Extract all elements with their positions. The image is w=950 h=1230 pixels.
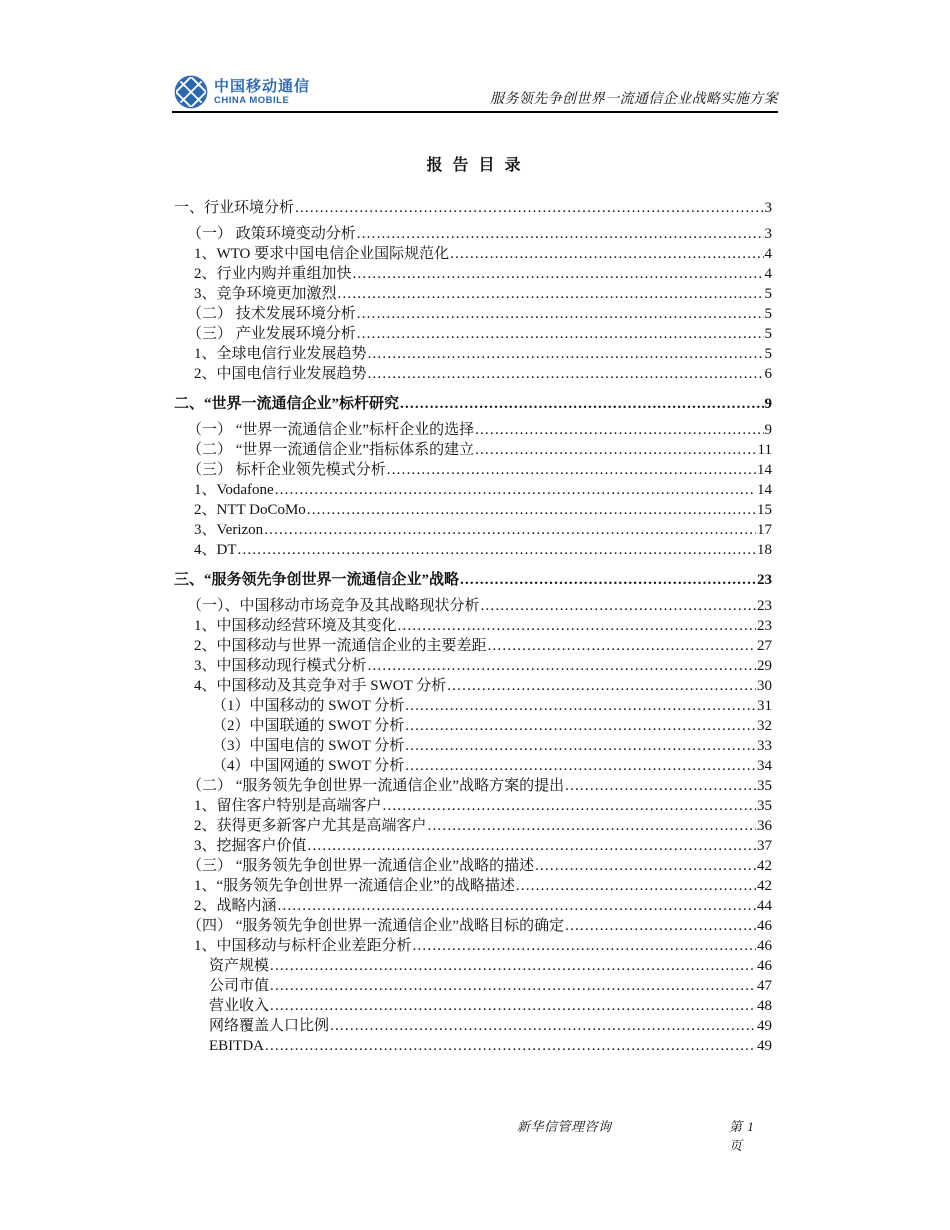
toc-entry[interactable] [174, 500, 772, 520]
toc-page-number: 15 [757, 502, 772, 518]
toc-entry[interactable] [174, 796, 772, 816]
toc-entry[interactable] [174, 676, 772, 696]
toc-dot-leader [516, 876, 756, 896]
toc-dot-leader [398, 616, 756, 636]
toc-page-number: 30 [757, 678, 772, 694]
logo-text [214, 79, 310, 106]
toc-page-number: 9 [764, 396, 772, 412]
toc-entry-text: （二） 技术发展环境分析 [187, 306, 356, 322]
toc-entry[interactable] [174, 344, 772, 364]
toc-dot-leader [264, 520, 756, 540]
toc-dot-leader [383, 796, 756, 816]
toc-entry[interactable] [174, 836, 772, 856]
toc-page-number: 46 [757, 938, 772, 954]
china-mobile-logo [174, 75, 310, 109]
toc-entry[interactable] [174, 916, 772, 936]
toc-entry[interactable] [174, 364, 772, 384]
toc-entry[interactable] [174, 696, 772, 716]
toc-entry-text: 2、行业内购并重组加快 [194, 266, 352, 282]
toc-title: 报 告 目 录 [426, 157, 524, 174]
toc-entry[interactable] [174, 284, 772, 304]
toc-dot-leader [368, 364, 764, 384]
toc-page-number: 5 [764, 286, 772, 302]
toc-entry-text: 4、DT [194, 542, 237, 558]
toc-dot-leader [368, 344, 764, 364]
toc-dot-leader [405, 756, 756, 776]
toc-entry-text: （一） 政策环境变动分析 [187, 226, 356, 242]
logo-name-en: CHINA MOBILE [214, 94, 290, 106]
toc-page-number: 49 [757, 1018, 772, 1034]
toc-page-number: 6 [764, 366, 772, 382]
toc-page-number: 9 [764, 422, 772, 438]
header-doc-title: 服务领先争创世界一流通信企业战略实施方案 [490, 92, 778, 107]
toc-dot-leader [357, 224, 764, 244]
footer-page-number: 第 1 页 [729, 1119, 755, 1153]
toc-entry-text: 1、留住客户特别是高端客户 [194, 798, 382, 814]
toc-page-number: 32 [757, 718, 772, 734]
toc-entry-text: 1、“服务领先争创世界一流通信企业”的战略描述 [194, 878, 515, 894]
toc-entry[interactable] [174, 656, 772, 676]
toc-entry-text: 3、竞争环境更加激烈 [194, 286, 337, 302]
toc-entry-text: 三、“服务领先争创世界一流通信企业”战略 [174, 572, 460, 588]
toc-dot-leader [368, 656, 756, 676]
toc-page-number: 3 [764, 226, 772, 242]
toc-entry-text: 3、中国移动现行模式分析 [194, 658, 367, 674]
toc-page-number: 48 [757, 998, 772, 1014]
toc-page-number: 14 [757, 462, 772, 478]
toc-entry[interactable] [174, 856, 772, 876]
toc-entry[interactable] [174, 440, 772, 460]
page-header [172, 74, 778, 111]
toc-entry-text: 1、Vodafone [194, 482, 274, 498]
toc-dot-leader [488, 636, 756, 656]
toc-entry-text: （三） 标杆企业领先模式分析 [187, 462, 386, 478]
toc-dot-leader [357, 304, 764, 324]
toc-entry-text: （4）中国网通的 SWOT 分析 [212, 758, 405, 774]
toc-page-number: 36 [757, 818, 772, 834]
toc-entry[interactable] [174, 198, 772, 218]
toc-dot-leader [413, 936, 756, 956]
toc-page-number: 5 [764, 306, 772, 322]
toc-page-number: 23 [757, 618, 772, 634]
toc-page-number: 11 [757, 442, 772, 458]
toc-entry-text: （一） “世界一流通信企业”标杆企业的选择 [187, 422, 475, 438]
toc-dot-leader [400, 394, 763, 414]
toc-page-number: 4 [764, 246, 772, 262]
toc-dot-leader [338, 284, 764, 304]
toc-dot-leader [405, 736, 756, 756]
toc-entry-text: （1）中国移动的 SWOT 分析 [212, 698, 405, 714]
toc-page-number: 35 [757, 778, 772, 794]
toc-entry[interactable] [174, 756, 772, 776]
toc-page-number: 23 [757, 572, 772, 588]
toc-entry-text: 1、WTO 要求中国电信企业国际规范化 [194, 246, 450, 262]
toc-dot-leader [447, 676, 756, 696]
toc-page-number: 42 [757, 858, 772, 874]
toc-page-number: 42 [757, 878, 772, 894]
toc-dot-leader [565, 776, 756, 796]
toc-dot-leader [535, 856, 756, 876]
toc-entry[interactable] [174, 736, 772, 756]
toc-page-number: 29 [757, 658, 772, 674]
toc-entry-text: 网络覆盖人口比例 [209, 1018, 330, 1034]
toc-dot-leader [307, 500, 756, 520]
toc-entry-text: 资产规模 [209, 958, 270, 974]
toc-entry[interactable] [174, 976, 772, 996]
toc-entry-text: 1、中国移动经营环境及其变化 [194, 618, 397, 634]
toc-entry-text: （三） “服务领先争创世界一流通信企业”战略的描述 [187, 858, 535, 874]
toc-dot-leader [238, 540, 757, 560]
toc-dot-leader [405, 696, 756, 716]
toc-dot-leader [450, 244, 763, 264]
toc-page-number: 49 [757, 1038, 772, 1054]
toc-entry-text: 2、获得更多新客户尤其是高端客户 [194, 818, 427, 834]
toc-entry-text: 二、“世界一流通信企业”标杆研究 [174, 396, 400, 412]
china-mobile-logo-icon [174, 75, 208, 109]
toc-entry[interactable] [174, 816, 772, 836]
toc-entry-text: 公司市值 [209, 978, 270, 994]
toc-entry[interactable] [174, 596, 772, 616]
toc-entry-text: （三） 产业发展环境分析 [187, 326, 356, 342]
toc-entry[interactable] [174, 244, 772, 264]
toc-entry[interactable] [174, 394, 772, 414]
toc-entry[interactable] [174, 264, 772, 284]
toc-dot-leader [460, 570, 756, 590]
toc-dot-leader [330, 1016, 756, 1036]
toc-entry-text: （二） “服务领先争创世界一流通信企业”战略方案的提出 [187, 778, 565, 794]
toc-dot-leader [428, 816, 756, 836]
toc-entry[interactable] [174, 956, 772, 976]
toc-entry-text: （2）中国联通的 SWOT 分析 [212, 718, 405, 734]
toc-dot-leader [275, 480, 756, 500]
toc-entry[interactable] [174, 936, 772, 956]
toc-entry[interactable] [174, 996, 772, 1016]
toc-entry-text: 2、NTT DoCoMo [194, 502, 306, 518]
toc-page-number: 46 [757, 958, 772, 974]
toc-dot-leader [270, 996, 756, 1016]
logo-name-zh: 中国移动通信 [214, 77, 311, 95]
toc-page-number: 31 [757, 698, 772, 714]
toc-entry-text: 3、挖掘客户价值 [194, 838, 307, 854]
toc-entry-text: 1、全球电信行业发展趋势 [194, 346, 367, 362]
toc-dot-leader [295, 198, 763, 218]
toc-page-number: 35 [757, 798, 772, 814]
toc-dot-leader [565, 916, 756, 936]
toc-entry[interactable] [174, 1016, 772, 1036]
toc-page-number: 3 [764, 200, 772, 216]
toc-dot-leader [475, 420, 763, 440]
toc-dot-leader [357, 324, 764, 344]
page-footer [174, 1116, 772, 1153]
toc-dot-leader [353, 264, 764, 284]
toc-page-number: 44 [757, 898, 772, 914]
toc-page-number: 23 [757, 598, 772, 614]
toc-entry-text: 1、中国移动与标杆企业差距分析 [194, 938, 412, 954]
toc-entry[interactable] [174, 460, 772, 480]
toc-dot-leader [308, 836, 756, 856]
toc-entry[interactable] [174, 324, 772, 344]
toc-page-number: 33 [757, 738, 772, 754]
toc-entry-text: 3、Verizon [194, 522, 264, 538]
toc-page-number: 27 [757, 638, 772, 654]
toc-entry-text: 2、战略内涵 [194, 898, 277, 914]
toc-entry[interactable] [174, 876, 772, 896]
toc-page-number: 17 [757, 522, 772, 538]
toc-page-number: 5 [764, 326, 772, 342]
toc-dot-leader [270, 956, 756, 976]
toc-entry-text: 2、中国移动与世界一流通信企业的主要差距 [194, 638, 487, 654]
toc-page-number: 18 [757, 542, 772, 558]
toc-page-number: 14 [757, 482, 772, 498]
toc-entry[interactable] [174, 570, 772, 590]
toc-dot-leader [387, 460, 756, 480]
toc-dot-leader [475, 440, 756, 460]
toc-entry[interactable] [174, 616, 772, 636]
toc-entry[interactable] [174, 540, 772, 560]
toc-page-number: 37 [757, 838, 772, 854]
toc-entry-text: （3）中国电信的 SWOT 分析 [212, 738, 405, 754]
toc-entry[interactable] [174, 480, 772, 500]
toc-entry-text: 营业收入 [209, 998, 270, 1014]
toc-page-number: 46 [757, 918, 772, 934]
toc-dot-leader [481, 596, 756, 616]
toc-entry[interactable] [174, 224, 772, 244]
toc-entry[interactable] [174, 520, 772, 540]
toc-entry[interactable] [174, 304, 772, 324]
toc-entry[interactable] [174, 896, 772, 916]
toc-list [174, 188, 772, 1056]
toc-entry-text: 一、行业环境分析 [174, 200, 295, 216]
toc-entry-text: （一）、中国移动市场竞争及其战略现状分析 [187, 598, 480, 614]
toc-entry[interactable] [174, 776, 772, 796]
toc-entry[interactable] [174, 1036, 772, 1056]
toc-page-number: 34 [757, 758, 772, 774]
toc-entry[interactable] [174, 420, 772, 440]
header-rule [172, 111, 778, 113]
toc-entry[interactable] [174, 636, 772, 656]
toc-entry[interactable] [174, 716, 772, 736]
toc-dot-leader [265, 1036, 756, 1056]
toc-dot-leader [270, 976, 756, 996]
toc-entry-text: EBITDA [209, 1038, 264, 1054]
toc-dot-leader [278, 896, 756, 916]
toc-page-number: 4 [764, 266, 772, 282]
toc-entry-text: （四） “服务领先争创世界一流通信企业”战略目标的确定 [187, 918, 565, 934]
footer-company: 新华信管理咨询 [517, 1119, 612, 1134]
toc-page-number: 5 [764, 346, 772, 362]
toc-entry-text: 4、中国移动及其竞争对手 SWOT 分析 [194, 678, 447, 694]
toc-entry-text: （二） “世界一流通信企业”指标体系的建立 [187, 442, 475, 458]
toc-page-number: 47 [757, 978, 772, 994]
toc-dot-leader [405, 716, 756, 736]
toc-entry-text: 2、中国电信行业发展趋势 [194, 366, 367, 382]
